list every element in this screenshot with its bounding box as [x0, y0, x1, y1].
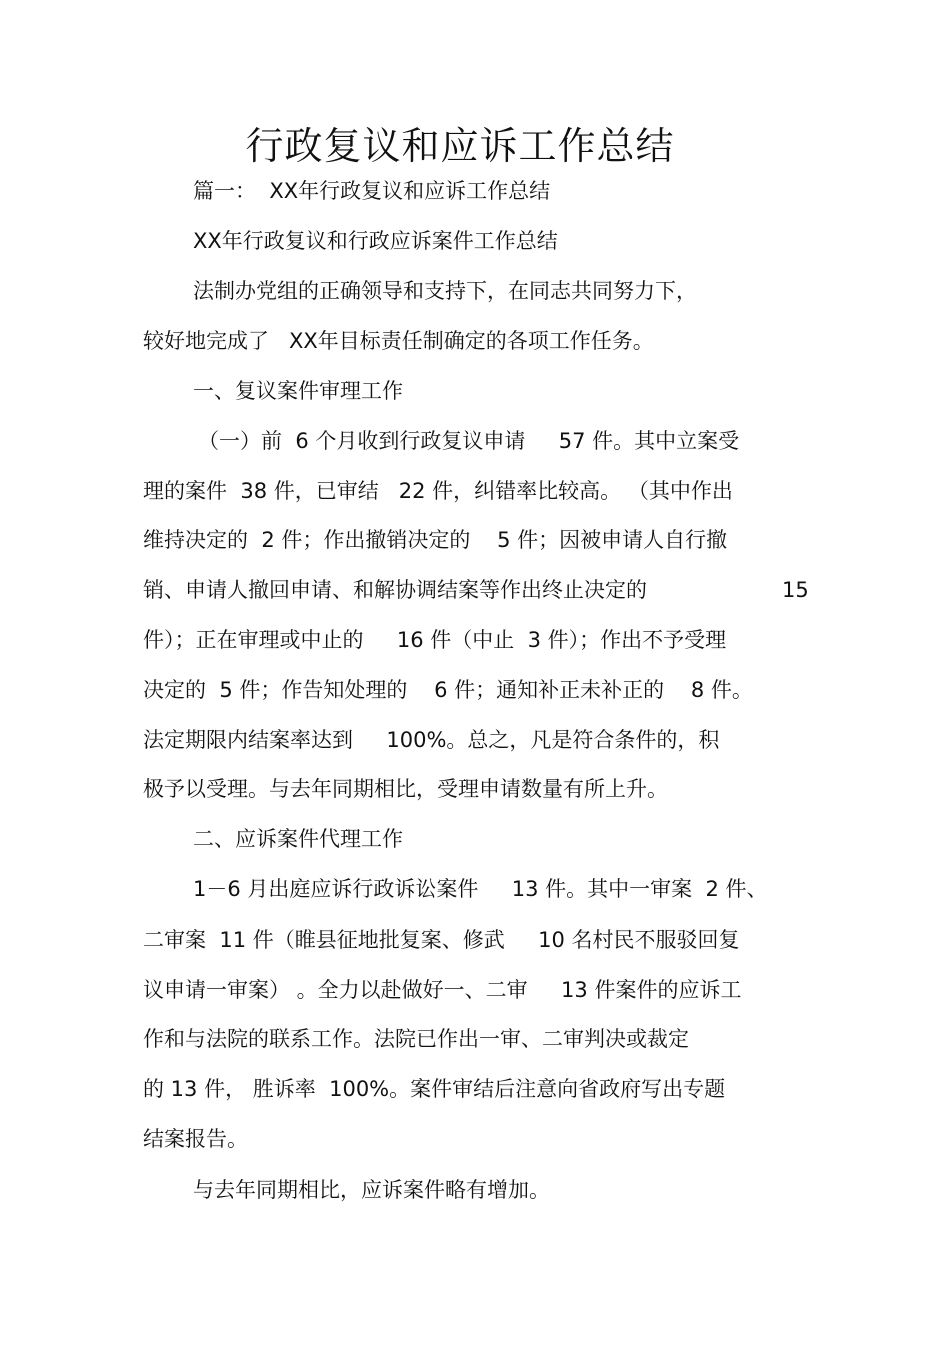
text-line: 极予以受理。与去年同期相比，受理申请数量有所上升。	[143, 777, 668, 801]
text-line: （一）前 6 个月收到行政复议申请 57 件。其中立案受	[198, 429, 740, 453]
text-line: 一、复议案件审理工作	[193, 379, 403, 403]
text-line: 二、应诉案件代理工作	[193, 827, 403, 851]
text-line: 法制办党组的正确领导和支持下，在同志共同努力下，	[193, 279, 697, 303]
text-line: 维持决定的 2 件；作出撤销决定的 5 件；因被申请人自行撤	[143, 528, 728, 552]
text-line: 的 13 件， 胜诉率 100%。案件审结后注意向省政府写出专题	[143, 1077, 726, 1101]
text-line: 作和与法院的联系工作。法院已作出一审、二审判决或裁定	[143, 1027, 689, 1051]
text-line: 结案报告。	[143, 1127, 248, 1151]
text-line: 15	[782, 578, 809, 602]
text-line: 1－6 月出庭应诉行政诉讼案件 13 件。其中一审案 2 件、	[193, 877, 768, 901]
text-line: 二审案 11 件（睢县征地批复案、修武 10 名村民不服驳回复	[143, 928, 740, 952]
text-line: 议申请一审案） 。全力以赴做好一、二审 13 件案件的应诉工	[143, 978, 742, 1002]
text-line: 件）；正在审理或中止的 16 件（中止 3 件）；作出不予受理	[143, 628, 727, 652]
text-line: 销、申请人撤回申请、和解协调结案等作出终止决定的	[143, 578, 647, 602]
document-title: 行政复议和应诉工作总结	[245, 124, 675, 168]
text-line: 篇一： XX年行政复议和应诉工作总结	[193, 179, 551, 203]
text-line: 与去年同期相比，应诉案件略有增加。	[193, 1178, 550, 1202]
text-line: 理的案件 38 件，已审结 22 件，纠错率比较高。 （其中作出	[143, 479, 733, 503]
text-line: 较好地完成了 XX年目标责任制确定的各项工作任务。	[143, 329, 654, 353]
text-line: 决定的 5 件；作告知处理的 6 件；通知补正未补正的 8 件。	[143, 678, 753, 702]
text-line: 法定期限内结案率达到 100%。总之，凡是符合条件的，积	[143, 728, 720, 752]
text-line: XX年行政复议和行政应诉案件工作总结	[193, 229, 558, 253]
